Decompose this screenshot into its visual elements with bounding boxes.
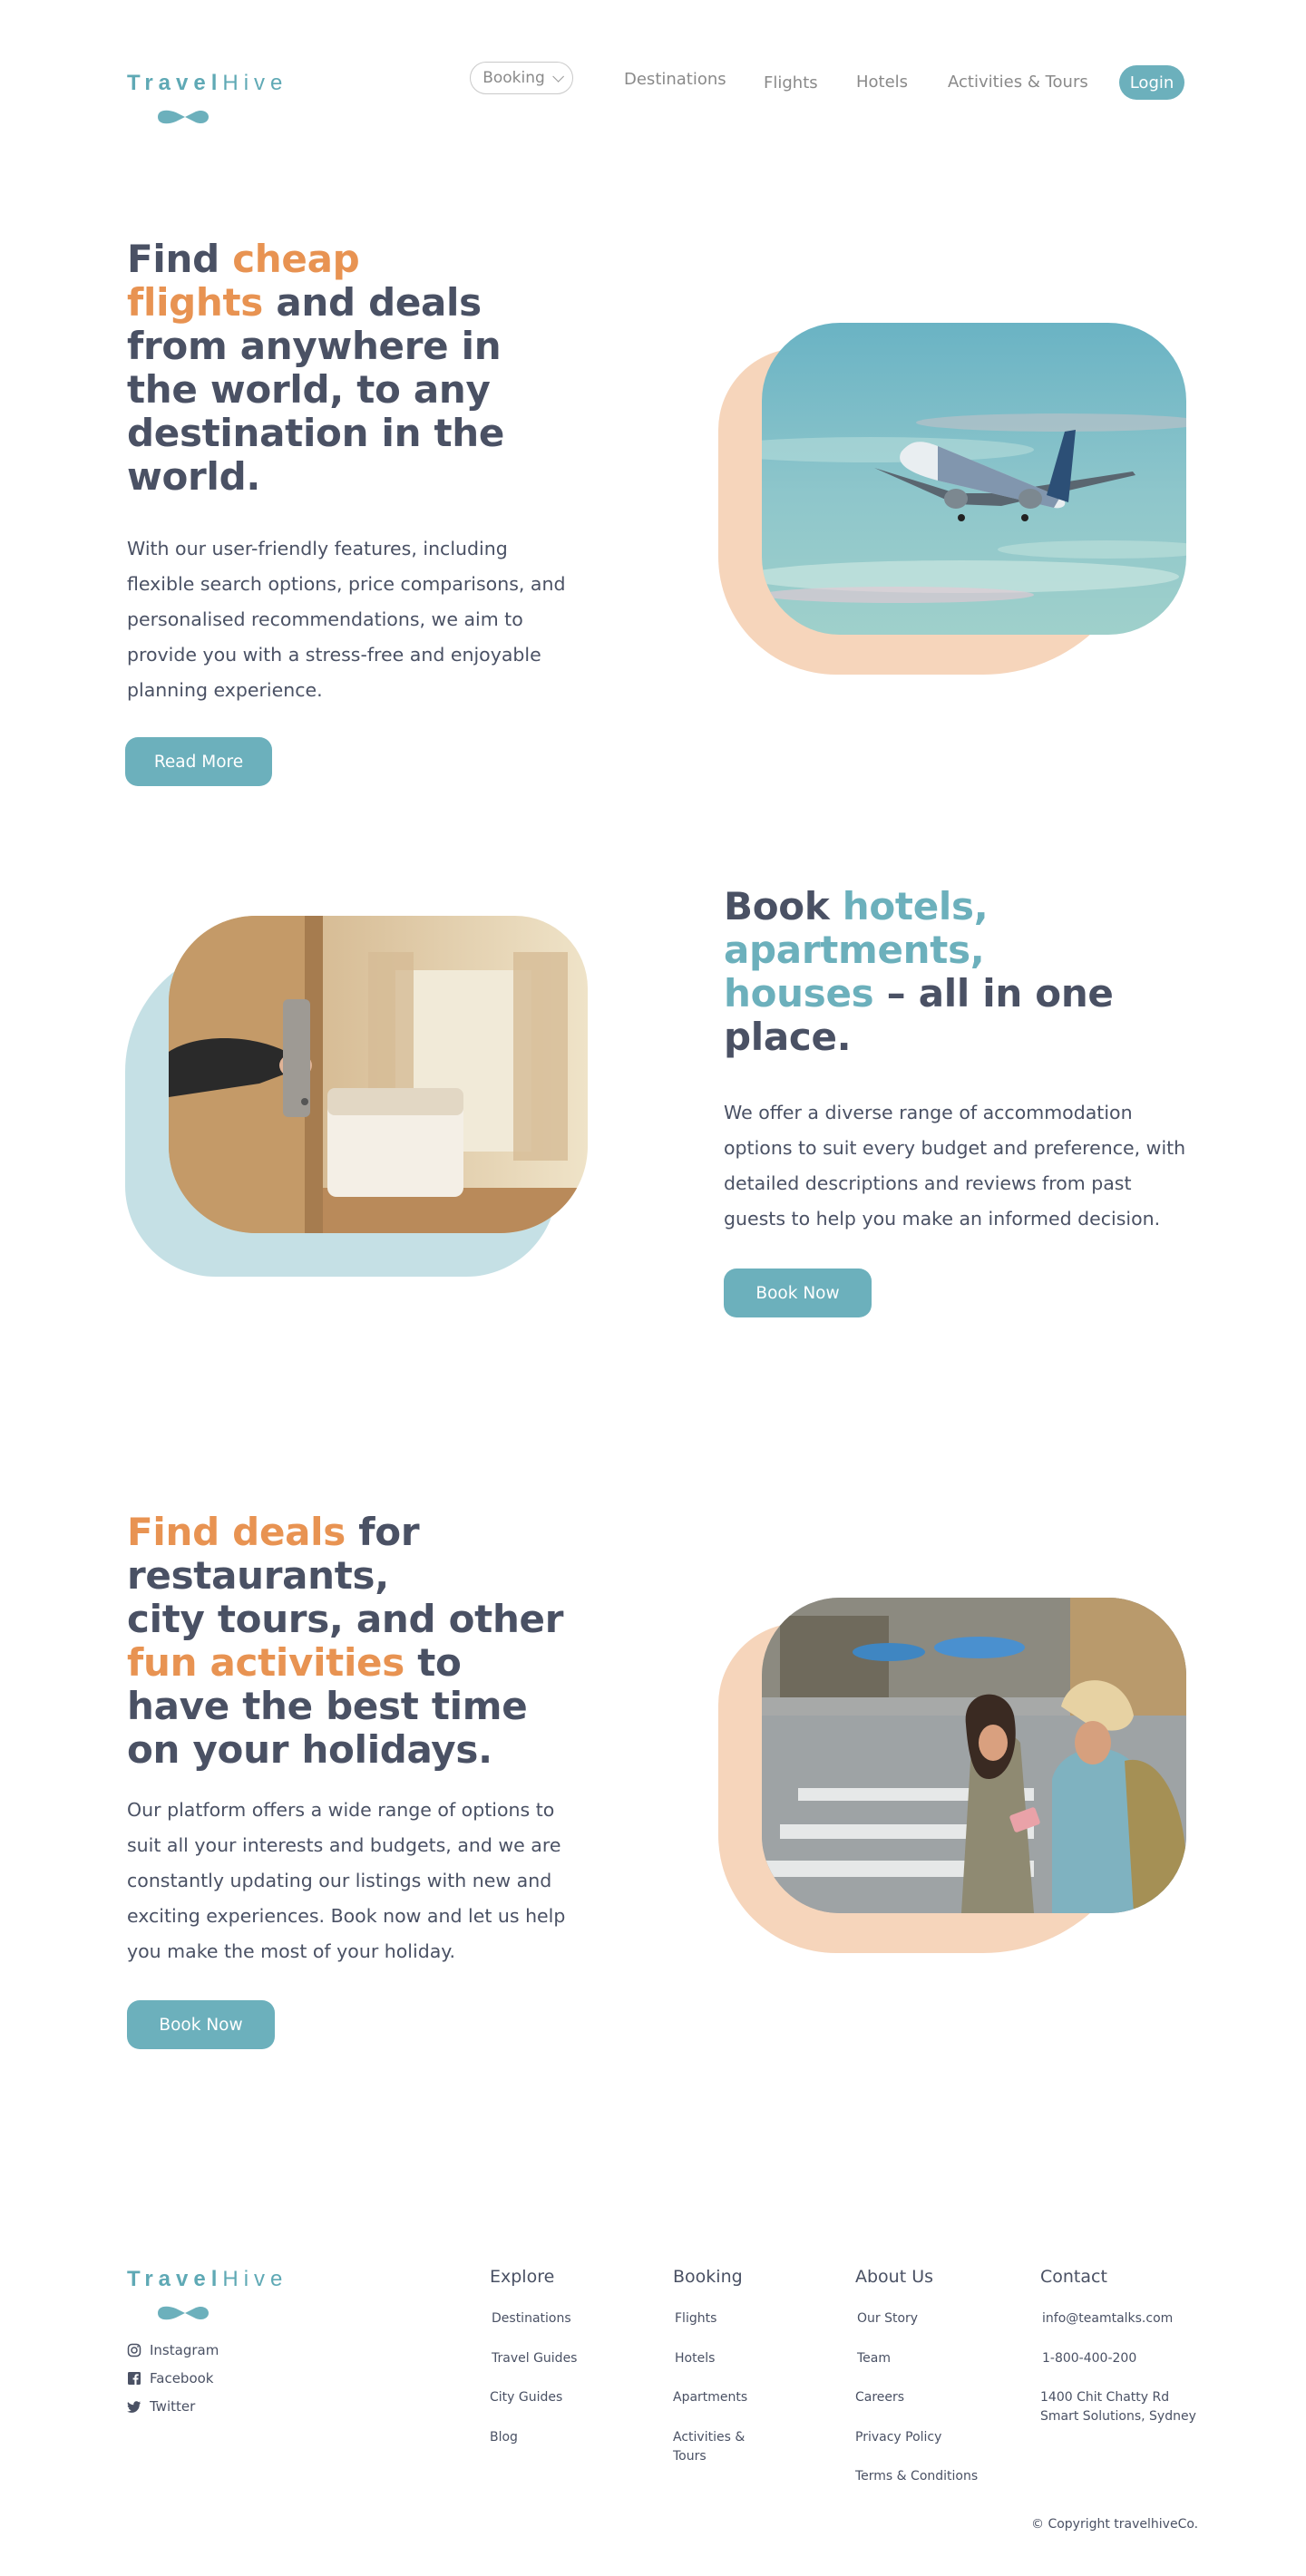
social-facebook-label: Facebook [150, 2370, 214, 2386]
footer-link-terms[interactable]: Terms & Conditions [855, 2469, 979, 2484]
footer-link-team[interactable]: Team [857, 2351, 892, 2366]
section1-heading-highlight: cheap flights [127, 237, 360, 325]
footer-contact-address: 1400 Chit Chatty Rd Smart Solutions, Sydney [1040, 2390, 1196, 2424]
footer-col-booking-title: Booking [673, 2267, 743, 2287]
section1-heading-part1: Find [127, 237, 233, 281]
chevron-down-icon [552, 71, 564, 83]
footer-link-careers[interactable]: Careers [855, 2390, 905, 2405]
footer-brand-name-part2: Hive [222, 2267, 288, 2291]
section3-heading-part3: to have the best time on your holidays. [127, 1640, 528, 1772]
brand-name-part2: Hive [222, 71, 288, 95]
social-instagram-label: Instagram [150, 2342, 219, 2358]
section3-heading-highlight2: fun activities [127, 1640, 404, 1685]
footer-link-hotels[interactable]: Hotels [675, 2351, 716, 2366]
section3-heading-part2: city tours, and other [127, 1597, 564, 1641]
social-facebook[interactable] [127, 2370, 213, 2386]
section1-body: With our user-friendly features, including flexible search options, price comparisons, and personalised recommendations, we aim to provide you with a stress-free and enjoyable planning experience. [127, 538, 566, 701]
footer-col-about-title: About Us [855, 2267, 934, 2287]
section3-heading-part1: for restaurants, [127, 1510, 420, 1598]
nav-booking-label: Booking [482, 69, 545, 87]
footer-col-contact-title: Contact [1040, 2267, 1107, 2287]
footer-link-blog[interactable]: Blog [490, 2430, 518, 2445]
footer-link-destinations[interactable]: Destinations [492, 2311, 571, 2326]
section2-body: We offer a diverse range of accommodation options to suit every budget and preference, with detailed descriptions and reviews from past guests to help you make an informed decision. [724, 1102, 1186, 1230]
footer-link-privacy-policy[interactable]: Privacy Policy [855, 2430, 942, 2445]
logo-drops-icon [149, 2301, 214, 2325]
section2-heading-highlight: hotels, apartments, houses [724, 884, 989, 1016]
book-now-hotels-button[interactable]: Book Now [724, 1269, 872, 1317]
section2-heading-part2: – all in one place. [724, 971, 1114, 1059]
section3-heading-highlight1: Find deals [127, 1510, 346, 1554]
nav-link-activities[interactable]: Activities & Tours [948, 73, 1088, 92]
section3-heading [127, 1511, 571, 1772]
tourists-photo [762, 1598, 1186, 1913]
social-twitter-label: Twitter [150, 2398, 196, 2415]
airplane-photo [762, 323, 1186, 635]
book-now-activities-button[interactable]: Book Now [127, 2000, 275, 2049]
twitter-icon [127, 2399, 141, 2414]
section2-heading [724, 885, 1114, 1059]
brand-logo[interactable] [127, 71, 288, 96]
nav-booking-dropdown[interactable] [470, 62, 573, 94]
section3-body: Our platform offers a wide range of options to suit all your interests and budgets, and we are constantly updating our listings with new and exciting experiences. Book now and let us help you make the most of your holiday. [127, 1799, 566, 1962]
brand-name-part1: Travel [127, 71, 223, 95]
logo-drops-icon [149, 105, 214, 129]
footer-col-explore-title: Explore [490, 2267, 555, 2287]
footer-brand-logo[interactable] [127, 2267, 288, 2292]
footer-link-activities-tours[interactable]: Activities & Tours [673, 2430, 746, 2464]
footer-link-city-guides[interactable]: City Guides [490, 2390, 563, 2405]
footer-contact-phone[interactable]: 1-800-400-200 [1042, 2351, 1137, 2366]
footer-link-apartments[interactable]: Apartments [673, 2390, 748, 2405]
nav-link-flights[interactable]: Flights [764, 73, 818, 92]
section1-heading [127, 238, 508, 499]
footer-link-travel-guides[interactable]: Travel Guides [492, 2351, 578, 2366]
footer-brand-name-part1: Travel [127, 2267, 223, 2291]
footer-link-flights[interactable]: Flights [675, 2311, 717, 2326]
footer-link-our-story[interactable]: Our Story [857, 2311, 919, 2326]
login-button[interactable]: Login [1119, 65, 1184, 100]
section1-heading-part2: and deals from anywhere in the world, to any destination in the world. [127, 280, 505, 499]
instagram-icon [127, 2343, 141, 2357]
footer-contact-email[interactable]: info@teamtalks.com [1042, 2311, 1174, 2326]
copyright-text: © Copyright travelhiveCo. [1031, 2517, 1199, 2532]
hotel-room-photo [169, 916, 588, 1233]
read-more-button[interactable]: Read More [125, 737, 272, 786]
nav-link-destinations[interactable]: Destinations [624, 70, 726, 89]
section2-heading-part1: Book [724, 884, 843, 928]
facebook-icon [127, 2371, 141, 2386]
social-instagram[interactable] [127, 2342, 219, 2358]
nav-link-hotels[interactable]: Hotels [856, 73, 909, 92]
social-twitter[interactable] [127, 2398, 195, 2415]
